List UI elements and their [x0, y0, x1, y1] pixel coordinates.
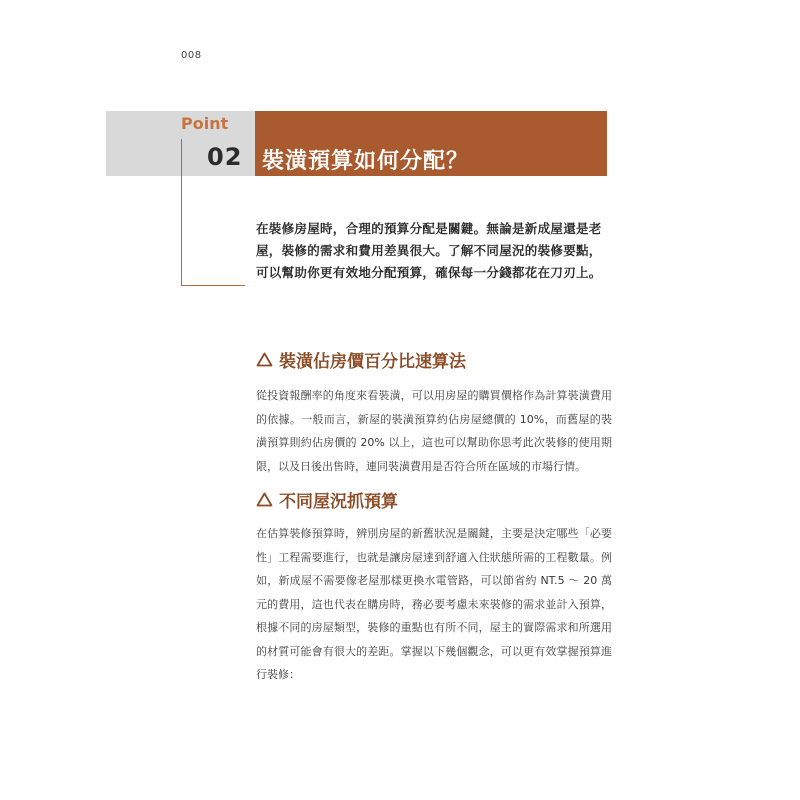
page-number: 008 [181, 50, 202, 61]
chapter-title: 裝潢預算如何分配？ [262, 149, 470, 174]
point-number: 02 [207, 143, 243, 171]
decorative-horizontal-line [181, 285, 245, 286]
section-1-body: 從投資報酬率的角度來看裝潢，可以用房屋的購買價格作為計算裝潢費用的依據。一般而言，新屋的裝潢預算約佔房屋總價的 10%，而舊屋的裝潢預算則約佔房價的 20% 以上，這也可以幫助你思考此次裝修的使用期限，以及日後出售時，連同裝潢費用是否符合所在區域的市場行情。 [256, 389, 612, 473]
triangle-outline-icon [256, 492, 273, 507]
decorative-vertical-line [181, 139, 182, 286]
intro-paragraph: 在裝修房屋時，合理的預算分配是關鍵。無論是新成屋還是老屋，裝修的需求和費用差異很大。了解不同屋況的裝修要點，可以幫助你更有效地分配預算，確保每一分錢都花在刀刃上。 [256, 221, 602, 280]
triangle-outline-icon [256, 352, 273, 367]
point-label: Point [181, 114, 229, 133]
section-2-body: 在估算裝修預算時，辨別房屋的新舊狀況是關鍵，主要是決定哪些「必要性」工程需要進行，也就是讓房屋達到舒適入住狀態所需的工程數量。例如，新成屋不需要像老屋那樣更換水電管路，可以節省約 NT.5 ～ 20 萬元的費用，這也代表在購房時，務必要考慮未來裝修的需求並計入預算，根據不同的房屋類型，裝修的重點也有所不同，屋主的實際需求和所選用的材質可能會有很大的差距。掌握以下幾個觀念，可以更有效掌握預算進行裝修： [256, 527, 612, 681]
section-heading-text: 裝潢佔房價百分比速算法 [279, 352, 466, 372]
section-heading-text: 不同屋況抓預算 [279, 492, 398, 512]
section-heading-2 [256, 487, 398, 512]
section-heading-1 [256, 347, 466, 372]
